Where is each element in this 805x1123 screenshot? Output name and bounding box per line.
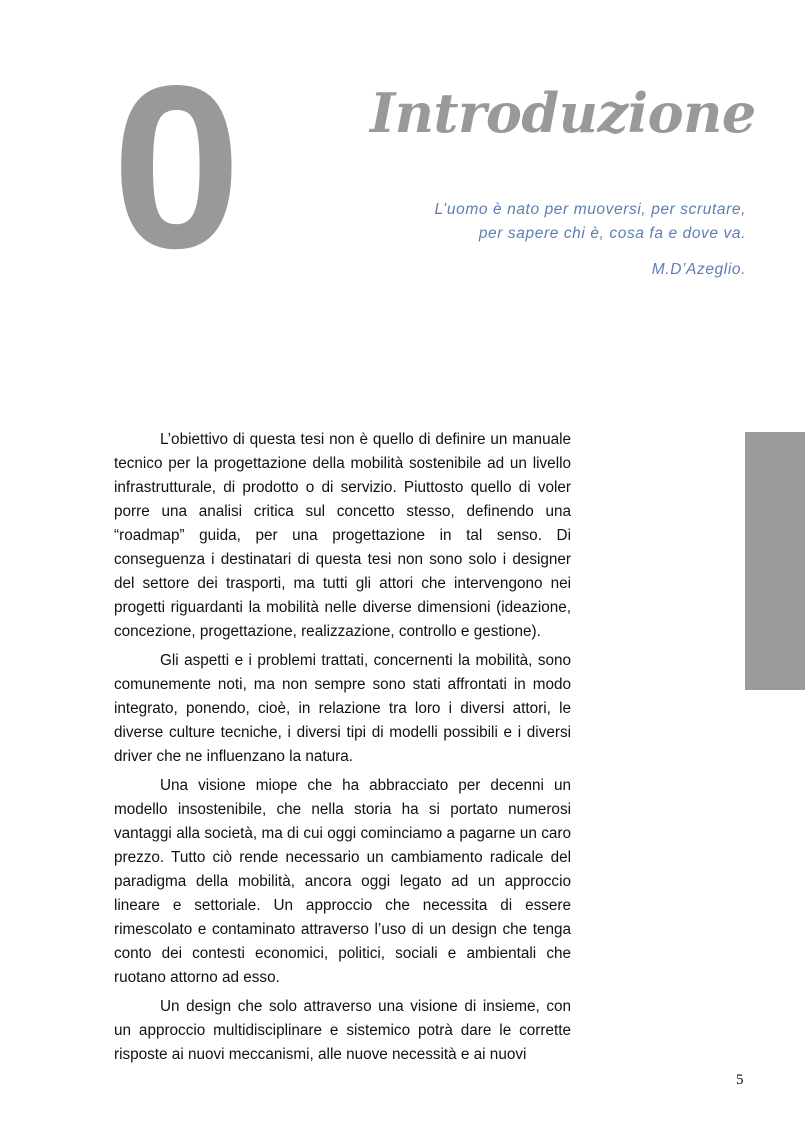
paragraph: Un design che solo attraverso una visione di insieme, con un approccio multidisciplinare e sistemico potrà dare le corrette risposte ai nuovi meccanismi, alle nuove necessità e ai nuovi	[114, 998, 571, 1063]
epigraph-author: M.D’Azeglio.	[651, 261, 746, 278]
epigraph-line: L’uomo è nato per muoversi, per scrutare,	[434, 201, 746, 218]
epigraph-line: per sapere chi è, cosa fa e dove va.	[478, 225, 746, 242]
paragraph: L’obiettivo di questa tesi non è quello di definire un manuale tecnico per la progettazione della mobilità sostenibile ad un livello infrastrutturale, di prodotto o di servizio. Piuttosto quello di voler porre una analisi critica sul concetto stesso, definendo una “roadmap” guida, per una progettazione in tal senso. Di conseguenza i destinatari di questa tesi non sono solo i designer del settore dei trasporti, ma tutti gli attori che intervengono nei progetti riguardanti la mobilità nelle diverse dimensioni (ideazione, concezione, progettazione, realizzazione, controllo e gestione).	[114, 431, 571, 640]
section-side-tab	[745, 432, 805, 690]
body-text	[114, 428, 571, 1072]
paragraph: Una visione miope che ha abbracciato per decenni un modello insostenibile, che nella storia ha si portato numerosi vantaggi alla società, ma di cui oggi cominciamo a pagarne un caro prezzo. Tutto ciò rende necessario un cambiamento radicale del paradigma della mobilità, ancora oggi legato ad un approccio lineare e settoriale. Un approccio che necessita di essere rimescolato e contaminato attraverso l’uso di un design che tenga conto dei contesti economici, politici, sociali e ambientali che ruotano attorno ad esso.	[114, 777, 571, 986]
page-number: 5	[736, 1072, 744, 1088]
chapter-title: Introduzione	[370, 81, 756, 145]
paragraph: Gli aspetti e i problemi trattati, concernenti la mobilità, sono comunemente noti, ma non sempre sono stati affrontati in modo integrato, ponendo, cioè, in relazione tra loro i diversi attori, le diverse culture tecniche, i diversi tipi di modelli possibili e i diversi driver che ne influenzano la natura.	[114, 652, 571, 765]
chapter-number: 0	[112, 38, 238, 297]
epigraph	[326, 198, 746, 282]
